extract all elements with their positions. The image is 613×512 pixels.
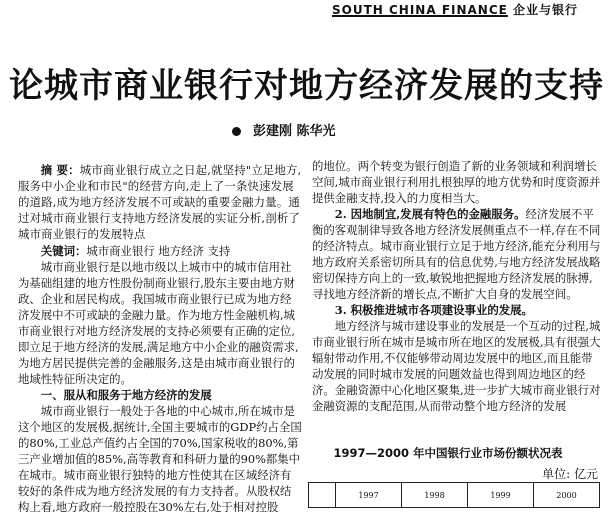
abstract xyxy=(18,162,302,242)
market-share-table xyxy=(308,482,600,508)
table-header-year: 1997 xyxy=(336,483,402,508)
section-heading: 一、服从和服务于地方经济的发展 xyxy=(40,388,212,402)
table-header-row xyxy=(309,483,600,508)
right-column xyxy=(312,158,603,442)
subsection-heading: 3. 积极推进城市各项建设事业的发展。 xyxy=(334,303,533,317)
abstract-text: 城市商业银行成立之日起,就坚持"立足地方,服务中小企业和市民"的经营方向,走上了一条快速发展的道路,成为地方经济发展不可或缺的重要金融力量。通过对城市商业银行支持地方经济发展的实证分析,剖析了城市商业银行的发展特点 xyxy=(18,163,302,241)
table-header-year: 1998 xyxy=(402,483,468,508)
keywords xyxy=(18,243,302,259)
table-corner-cell xyxy=(309,483,336,508)
subsection-heading: 2. 因地制宜,发展有特色的金融服务。 xyxy=(334,207,526,221)
article-title: 论城市商业银行对地方经济发展的支持 xyxy=(9,66,604,106)
paragraph: 城市商业银行是以地市级以上城市中的城市信用社为基础组建的地方性股份制商业银行,股东主要由地方财政、企业和居民构成。我国城市商业银行已成为地方经济发展中不可或缺的金融力量。作为地方性金融机构,城市商业银行对地方经济发展的支持必须要有正确的定位,即立足于地方经济的发展,满足地方中小企业的融资需求,为地方居民提供完善的金融服务,这是由城市商业银行的地域性特征所决定的。 xyxy=(18,260,299,386)
abstract-label: 摘 要： xyxy=(40,163,80,177)
journal-section: 企业与银行 xyxy=(513,3,579,17)
left-column xyxy=(18,162,302,512)
keywords-label: 关键词： xyxy=(40,244,87,258)
author-names: 彭建刚 陈华光 xyxy=(253,124,336,139)
authors-line xyxy=(232,120,432,138)
table-title: 1997—2000 年中国银行业市场份额状况表 xyxy=(333,446,563,460)
paragraph: 地方经济与城市建设事业的发展是一个互动的过程,城市商业银行所在城市是城市所在地区的发展极,具有很强大辐射带动作用,不仅能够带动周边发展中的地区,而且能带动发展的同时城市发展的问题效益也得到周边地区的经济。金融资源中心化地区聚集,进一步扩大城市商业银行对金融资源的支配范围,从而带动整个地方经济的发展 xyxy=(312,319,601,413)
bullet-icon xyxy=(232,127,241,136)
paragraph: 的地位。两个转变为银行创造了新的业务领域和利润增长空间,城市商业银行利用扎根独厚的地方优势和时度资源并提供金融支持,投入的力度相当大。 xyxy=(312,159,601,205)
table-header-year: 2000 xyxy=(534,483,600,508)
paragraph xyxy=(312,206,603,302)
table-header-year: 1999 xyxy=(468,483,534,508)
journal-header xyxy=(332,1,592,17)
journal-name: SOUTH CHINA FINANCE xyxy=(332,3,508,17)
paragraph: 城市商业银行一般处于各地的中心城市,所在城市是这个地区的发展极,据统计,全国主要城市的GDP约占全国的80%,工业总产值约占全国的70%,国家税收的80%,第三产业增加值的85%,高等教育和科研力量的90%都集中在城市。城市商业银行独特的地方性使其在区域经济有较好的条件成为地方经济发展的有力支持者。从股权结构上看,地方政府一般控股在30%左右,处于相对控股 xyxy=(18,404,302,512)
keywords-text: 城市商业银行 地方经济 支持 xyxy=(86,244,231,258)
paragraph-text: 经济发展不平衡的客观制律导致各地方经济发展侧重点不一样,存在不同的经济特点。城市商业银行立足于地方经济,能充分利用与地方政府关系密切所具有的信息优势,与地方经济发展战略密切保持方向上的一致,敏锐地把握地方经济发展的脉搏,寻找地方经济新的增长点,不断扩大自身的发展空间。 xyxy=(312,207,601,301)
table-unit: 单位: 亿元 xyxy=(542,467,598,481)
